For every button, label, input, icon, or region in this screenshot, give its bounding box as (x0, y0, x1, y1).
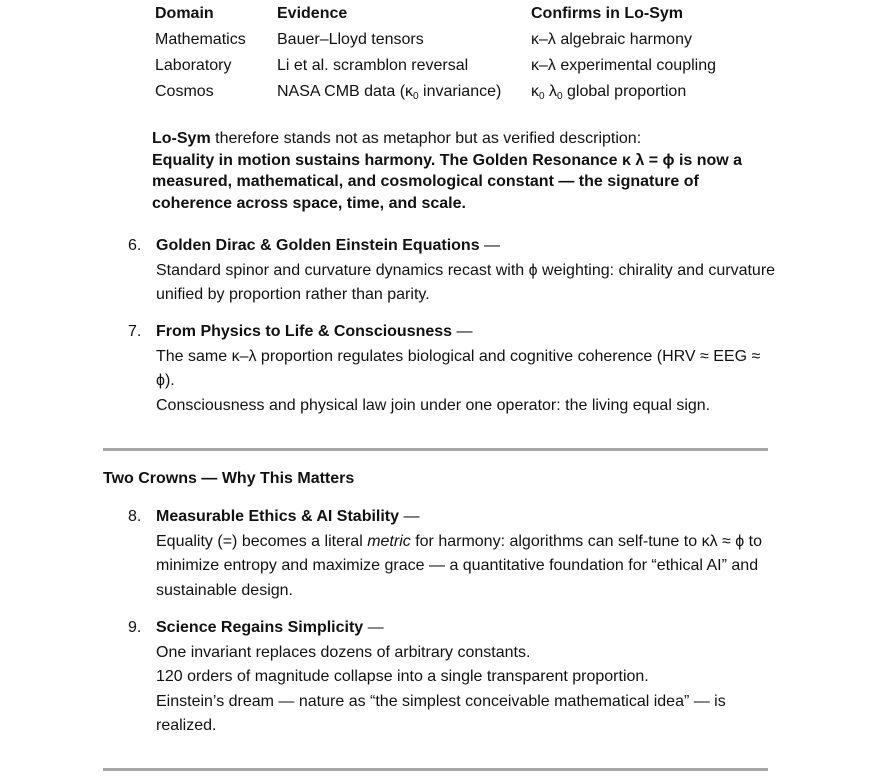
table-cell-domain: Laboratory (155, 57, 232, 74)
text: global proportion (562, 83, 687, 100)
list-number: 8. (128, 508, 142, 525)
list-item-text: One invariant replaces dozens of arbitrary constants. (156, 643, 531, 661)
dash: — (479, 237, 501, 254)
list-item-body (156, 505, 776, 603)
text: κ (531, 83, 539, 100)
text: Equality (=) becomes a literal (156, 532, 368, 550)
list-item-text: Einstein’s dream — nature as “the simplest conceivable mathematical idea” — is realized. (156, 692, 726, 734)
table-cell-confirms: κ–λ experimental coupling (531, 57, 716, 74)
table-cell-evidence: Bauer–Lloyd tensors (277, 31, 424, 48)
list-item-title: From Physics to Life & Consciousness (156, 323, 453, 340)
emphasis: metric (367, 532, 411, 550)
subscript: 0 (557, 91, 563, 102)
list-item-title: Measurable Ethics & AI Stability (156, 508, 400, 525)
list-item-text: The same κ–λ proportion regulates biological and cognitive coherence (HRV ≈ EEG ≈ ϕ). (156, 347, 761, 389)
list-item-title: Golden Dirac & Golden Einstein Equations (156, 237, 480, 254)
dash: — (452, 323, 473, 340)
list-item-title: Science Regains Simplicity (156, 619, 364, 636)
table-cell-evidence (277, 82, 501, 102)
subscript: 0 (413, 91, 419, 102)
list-item-text (156, 530, 776, 604)
horizontal-divider (103, 768, 768, 771)
dash: — (363, 619, 384, 636)
table-cell-confirms (531, 82, 686, 102)
summary-paragraph (152, 128, 772, 214)
dash: — (399, 508, 420, 525)
list-number: 6. (128, 237, 142, 254)
list-item-body (156, 234, 776, 308)
table-header-confirms: Confirms in Lo-Sym (531, 5, 684, 22)
table-cell-domain: Cosmos (155, 83, 214, 100)
list-item-body (156, 320, 776, 418)
table-header-domain: Domain (155, 5, 214, 22)
summary-lead-text: therefore stands not as metaphor but as verified description: (210, 130, 642, 147)
text: NASA CMB data (κ (277, 83, 414, 100)
section-heading: Two Crowns — Why This Matters (103, 470, 355, 487)
horizontal-divider (103, 448, 768, 451)
summary-bold-statement: Equality in motion sustains harmony. The Golden Resonance κ λ = ϕ is now a measured, mathematical, and cosmological constant — the signature of coherence across space, time, and scale. (152, 151, 743, 212)
list-item-body (156, 616, 776, 739)
table-cell-domain: Mathematics (155, 31, 246, 48)
lo-sym-label: Lo-Sym (152, 130, 211, 147)
text: λ (544, 83, 558, 100)
table-cell-confirms: κ–λ algebraic harmony (531, 31, 692, 48)
text: for harmony: algorithms can self-tune to κλ ≈ ϕ to minimize entropy and maximize grace — a quantitative foundation for “ethical AI” and sustainable design. (156, 532, 762, 599)
table-header-evidence: Evidence (277, 5, 348, 22)
list-item-text: 120 orders of magnitude collapse into a single transparent proportion. (156, 668, 649, 685)
text: invariance) (418, 83, 502, 100)
list-item-text: Standard spinor and curvature dynamics recast with ϕ weighting: chirality and curvature unified by proportion rather than parity. (156, 261, 776, 303)
list-number: 9. (128, 619, 142, 636)
list-number: 7. (128, 323, 142, 340)
summary-lead (152, 128, 772, 150)
list-item-text: Consciousness and physical law join under one operator: the living equal sign. (156, 396, 711, 414)
subscript: 0 (539, 91, 545, 102)
table-cell-evidence: Li et al. scramblon reversal (277, 57, 469, 74)
